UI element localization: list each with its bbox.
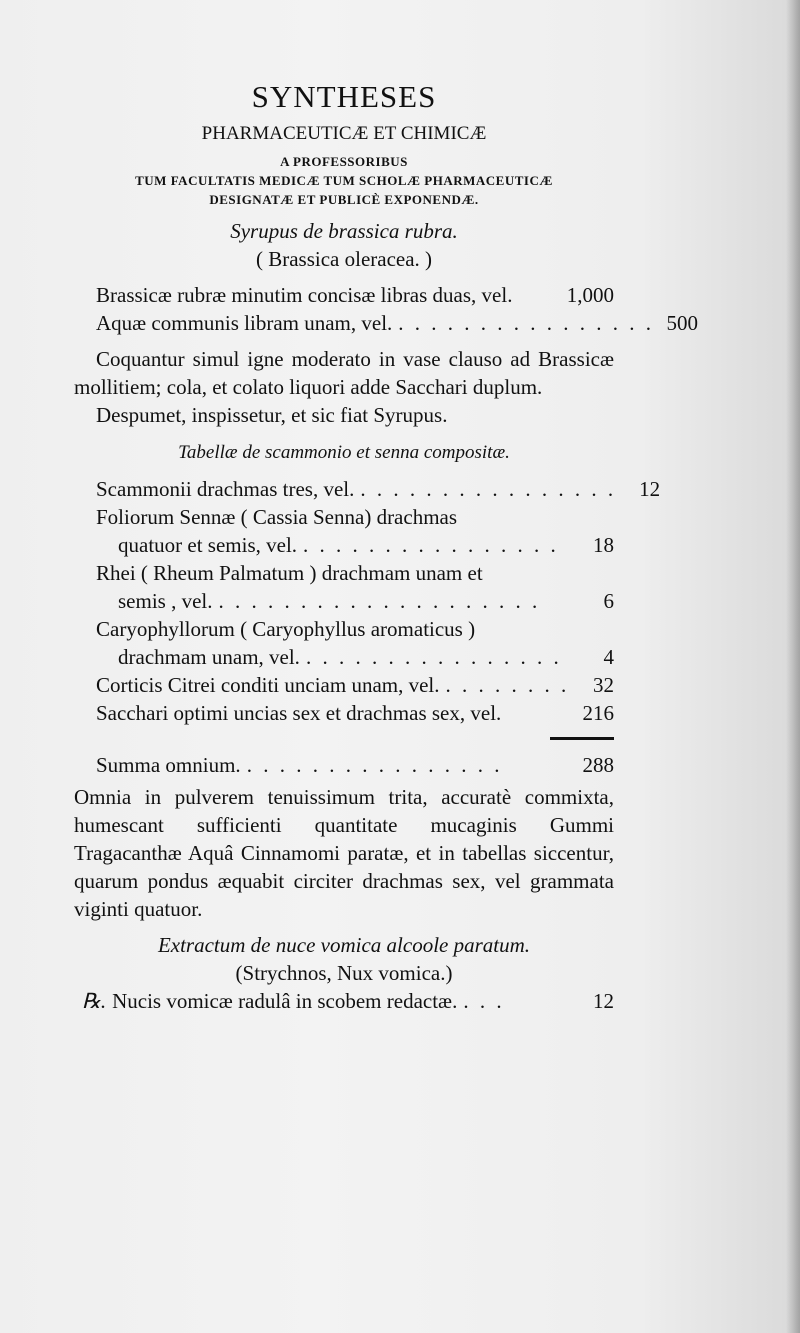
ingredient-row [96,309,699,337]
ingredient-text: Caryophyllorum ( Caryophyllus aromaticus ) [96,617,476,641]
ingredient-text: Nucis vomicæ radulâ in scobem redactæ. [112,989,458,1013]
summa-label: Summa omnium. [96,753,241,777]
ingredient-row-cont [96,531,614,559]
ingredient-text: Foliorum Sennæ ( Cassia Senna) drachmas [96,505,458,529]
page-content [74,78,699,1015]
leader-dots: . . . . . . . . . . . . . . . . [303,533,559,557]
ingredient-row [96,615,614,643]
ingredient-qty: 4 [603,645,614,669]
ingredient-qty: 216 [582,701,614,725]
extractum-title: Extractum de nuce vomica alcoole paratum. [157,933,531,957]
page-title: SYNTHESES [251,79,437,114]
syrupus-ingredients [74,281,699,337]
syrupus-latin-name: ( Brassica oleracea. ) [255,247,433,271]
syrupus-title: Syrupus de brassica rubra. [230,219,458,243]
ingredient-text: Scammonii drachmas tres, vel. [96,477,355,501]
ingredient-text: semis , vel. [118,589,213,613]
heading-line-1: A PROFESSORIBUS [280,154,408,169]
ingredient-text: Sacchari optimi uncias sex et drachmas sex, vel. [96,701,502,725]
ingredient-row [96,559,614,587]
ingredient-qty: 12 [593,989,614,1013]
heading-line-2: TUM FACULTATIS MEDICÆ TUM SCHOLÆ PHARMACEUTICÆ [135,173,553,188]
ingredient-text: Brassicæ rubræ minutim concisæ libras duas, vel. [96,283,513,307]
syrupus-paragraph-2: Despumet, inspissetur, et sic fiat Syrupus. [96,403,448,427]
ingredient-text: Corticis Citrei conditi unciam unam, vel. [96,673,440,697]
leader-dots: . . . . . . . . . . . . . . . . [398,311,655,335]
ingredient-text: Rhei ( Rheum Palmatum ) drachmam unam et [96,561,483,585]
extractum-latin-name: (Strychnos, Nux vomica.) [235,961,453,985]
leader-dots: . . . [463,989,505,1013]
ingredient-qty: 6 [603,589,614,613]
sum-rule [96,727,614,747]
ingredient-qty: 18 [593,533,614,557]
summa-value: 288 [582,753,614,777]
ingredient-qty: 1,000 [566,283,614,307]
recipe-symbol: ℞. [82,989,107,1013]
ingredient-text: Aquæ communis libram unam, vel. [96,311,393,335]
ingredient-row [96,475,661,503]
leader-dots: . . . . . . . . . . . . . . . . [360,477,617,501]
leader-dots: . . . . . . . . . . . . . . . . [305,645,562,669]
ingredient-qty: 500 [666,311,699,335]
ingredient-row [96,699,614,727]
extractum-line [74,987,614,1015]
tabellae-paragraph: Omnia in pulverem tenuissimum trita, accuratè commixta, humescant sufficienti quantitate mucaginis Gummi Tragacanthæ Aquâ Cinnamomi paratæ, et in tabellas siccentur, quarum pondus æquabit circiter drachmas sex, vel grammata viginti quatuor. [74,785,614,921]
leader-dots: . . . . . . . . . . . . . . . . . . . . [218,589,541,613]
tabellae-title: Tabellæ de scammonio et senna compositæ. [178,442,510,463]
ingredient-text: drachmam unam, vel. [118,645,300,669]
ingredient-row-cont [96,587,614,615]
summa-row [96,751,614,779]
page-subtitle: PHARMACEUTICÆ ET CHIMICÆ [201,123,487,144]
ingredient-row [96,503,614,531]
ingredient-row-cont [96,643,614,671]
page-edge-shadow [786,0,800,1333]
heading-line-3: DESIGNATÆ ET PUBLICÈ EXPONENDÆ. [209,192,479,207]
ingredient-row [96,281,614,309]
ingredient-qty: 32 [593,673,614,697]
ingredient-qty: 12 [639,477,661,501]
leader-dots: . . . . . . . . . . . . . . . . [246,753,503,777]
ingredient-row [96,671,614,699]
syrupus-paragraph-1: Coquantur simul igne moderato in vase clauso ad Brassicæ mollitiem; cola, et colato liquori adde Sacchari duplum. [74,347,614,399]
tabellae-ingredients [74,475,661,779]
ingredient-text: quatuor et semis, vel. [118,533,298,557]
leader-dots: . . . . . . . . [445,673,570,697]
